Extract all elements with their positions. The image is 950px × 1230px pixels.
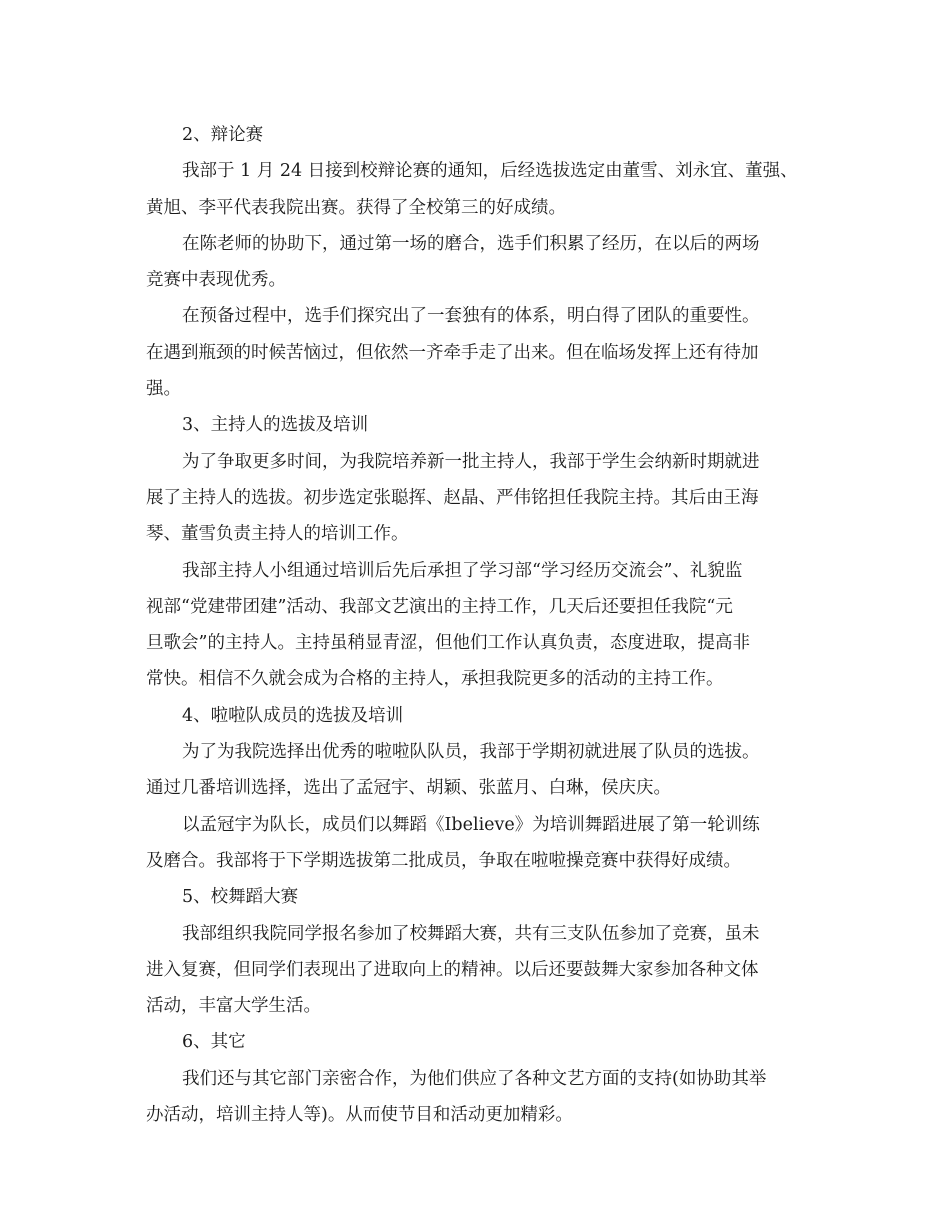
text-line: 及磨合。我部将于下学期选拔第二批成员，争取在啦啦操竞赛中获得好成绩。 xyxy=(146,850,741,871)
text-line: 强。 xyxy=(146,379,181,400)
text-line: 3、主持人的选拔及培训 xyxy=(182,415,369,436)
text-line: 以孟冠宇为队长，成员们以舞蹈《Ibelieve》为培训舞蹈进展了第一轮训练 xyxy=(182,814,760,835)
text-line: 在预备过程中，选手们探究出了一套独有的体系，明白得了团队的重要性。 xyxy=(182,306,760,327)
text-line: 通过几番培训选择，选出了孟冠宇、胡颖、张蓝月、白琳，侯庆庆。 xyxy=(146,778,671,799)
text-line: 我部主持人小组通过培训后先后承担了学习部“学习经历交流会”、礼貌监 xyxy=(182,560,743,581)
text-line: 我部组织我院同学报名参加了校舞蹈大赛，共有三支队伍参加了竞赛，虽未 xyxy=(182,923,760,944)
document-body xyxy=(146,117,826,1133)
text-line: 为了争取更多时间，为我院培养新一批主持人，我部于学生会纳新时期就进 xyxy=(182,451,760,472)
text-line: 活动，丰富大学生活。 xyxy=(146,996,321,1017)
text-line: 4、啦啦队成员的选拔及培训 xyxy=(182,705,404,726)
text-line: 在陈老师的协助下，通过第一场的磨合，选手们积累了经历，在以后的两场 xyxy=(182,233,760,254)
text-line: 展了主持人的选拔。初步选定张聪挥、赵晶、严伟铭担任我院主持。其后由王海 xyxy=(146,487,759,508)
text-line: 琴、董雪负责主持人的培训工作。 xyxy=(146,524,409,545)
text-line: 办活动，培训主持人等)。从而使节目和活动更加精彩。 xyxy=(146,1105,573,1126)
text-line: 在遇到瓶颈的时候苦恼过，但依然一齐牵手走了出来。但在临场发挥上还有待加 xyxy=(146,342,759,363)
text-line: 视部“党建带团建”活动、我部文艺演出的主持工作，几天后还要担任我院“元 xyxy=(146,596,733,617)
text-line: 5、校舞蹈大赛 xyxy=(182,887,299,908)
text-line: 我部于 1 月 24 日接到校辩论赛的通知，后经选拔选定由董雪、刘永宜、董强、 xyxy=(182,161,798,182)
text-line: 竞赛中表现优秀。 xyxy=(146,270,286,291)
text-line: 为了为我院选择出优秀的啦啦队队员，我部于学期初就进展了队员的选拔。 xyxy=(182,742,760,763)
text-line: 常快。相信不久就会成为合格的主持人，承担我院更多的活动的主持工作。 xyxy=(146,669,724,690)
text-line: 2、辩论赛 xyxy=(182,125,264,145)
text-line: 进入复赛，但同学们表现出了进取向上的精神。以后还要鼓舞大家参加各种文体 xyxy=(146,959,759,980)
text-line: 旦歌会”的主持人。主持虽稍显青涩，但他们工作认真负责，态度进取，提高非 xyxy=(146,633,750,654)
text-line: 黄旭、李平代表我院出赛。获得了全校第三的好成绩。 xyxy=(146,197,566,218)
text-line: 我们还与其它部门亲密合作，为他们供应了各种文艺方面的支持(如协助其举 xyxy=(182,1068,767,1089)
text-line: 6、其它 xyxy=(182,1032,246,1053)
